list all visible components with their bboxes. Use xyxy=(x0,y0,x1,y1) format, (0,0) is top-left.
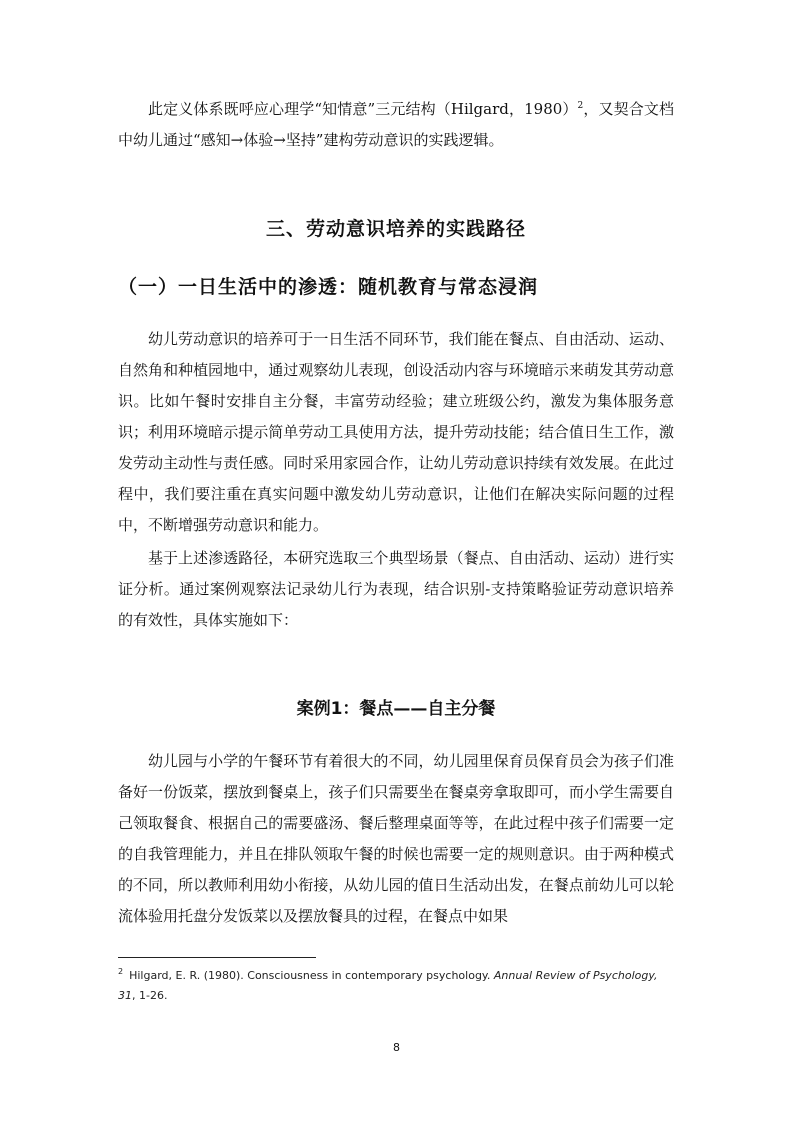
section-heading: 三、劳动意识培养的实践路径 xyxy=(265,218,526,240)
intro-text: 此定义体系既呼应心理学“知情意”三元结构（Hilgard，1980） xyxy=(148,100,578,118)
page-number: 8 xyxy=(393,1041,400,1054)
footnote-journal: Annual Review of Psychology, 31 xyxy=(118,969,658,1002)
case-paragraph: 幼儿园与小学的午餐环节有着很大的不同，幼儿园里保育员保育员会为孩子们准备好一份饭菜，摆放到餐桌上，孩子们只需要坐在餐桌旁拿取即可，而小学生需要自己领取餐食、根据自己的需要盛汤、餐后整理桌面等等，在此过程中孩子们需要一定的自我管理能力，并且在排队领取午餐的时候也需要一定的规则意识。由于两种模式的不同，所以教师利用幼小衔接，从幼儿园的值日生活动出发，在餐点前幼儿可以轮流体验用托盘分发饭菜以及摆放餐具的过程，在餐点中如果 xyxy=(118,752,674,925)
footnote-divider xyxy=(118,957,316,958)
intro-text-continued: ，又契合文档中幼儿通过“感知→体验→坚持”建构劳动意识的实践逻辑。 xyxy=(118,100,674,149)
intro-paragraph xyxy=(118,94,674,156)
footnote-reference[interactable]: 2 xyxy=(577,101,584,111)
body-paragraph-2: 基于上述渗透路径，本研究选取三个典型场景（餐点、自由活动、运动）进行实证分析。通过案例观察法记录幼儿行为表现，结合识别-支持策略验证劳动意识培养的有效性，具体实施如下： xyxy=(118,549,674,629)
subsection-heading: （一）一日生活中的渗透：随机教育与常态浸润 xyxy=(118,276,539,298)
body-paragraph-1: 幼儿劳动意识的培养可于一日生活不同环节，我们能在餐点、自由活动、运动、自然角和种植园地中，通过观察幼儿表现，创设活动内容与环境暗示来萌发其劳动意识。比如午餐时安排自主分餐，丰富劳动经验；建立班级公约，激发为集体服务意识；利用环境暗示提示简单劳动工具使用方法，提升劳动技能；结合值日生工作，激发劳动主动性与责任感。同时采用家园合作，让幼儿劳动意识持续有效发展。在此过程中，我们要注重在真实问题中激发幼儿劳动意识，让他们在解决实际问题的过程中，不断增强劳动意识和能力。 xyxy=(118,330,674,534)
footnote-citation: Hilgard, E. R. (1980). Consciousness in contemporary psychology. xyxy=(129,969,494,982)
footnote-mark: 2 xyxy=(118,967,124,977)
footnote xyxy=(118,966,674,1006)
footnote-pages: , 1-26. xyxy=(132,989,168,1002)
case-title: 案例1：餐点——自主分餐 xyxy=(296,699,496,719)
